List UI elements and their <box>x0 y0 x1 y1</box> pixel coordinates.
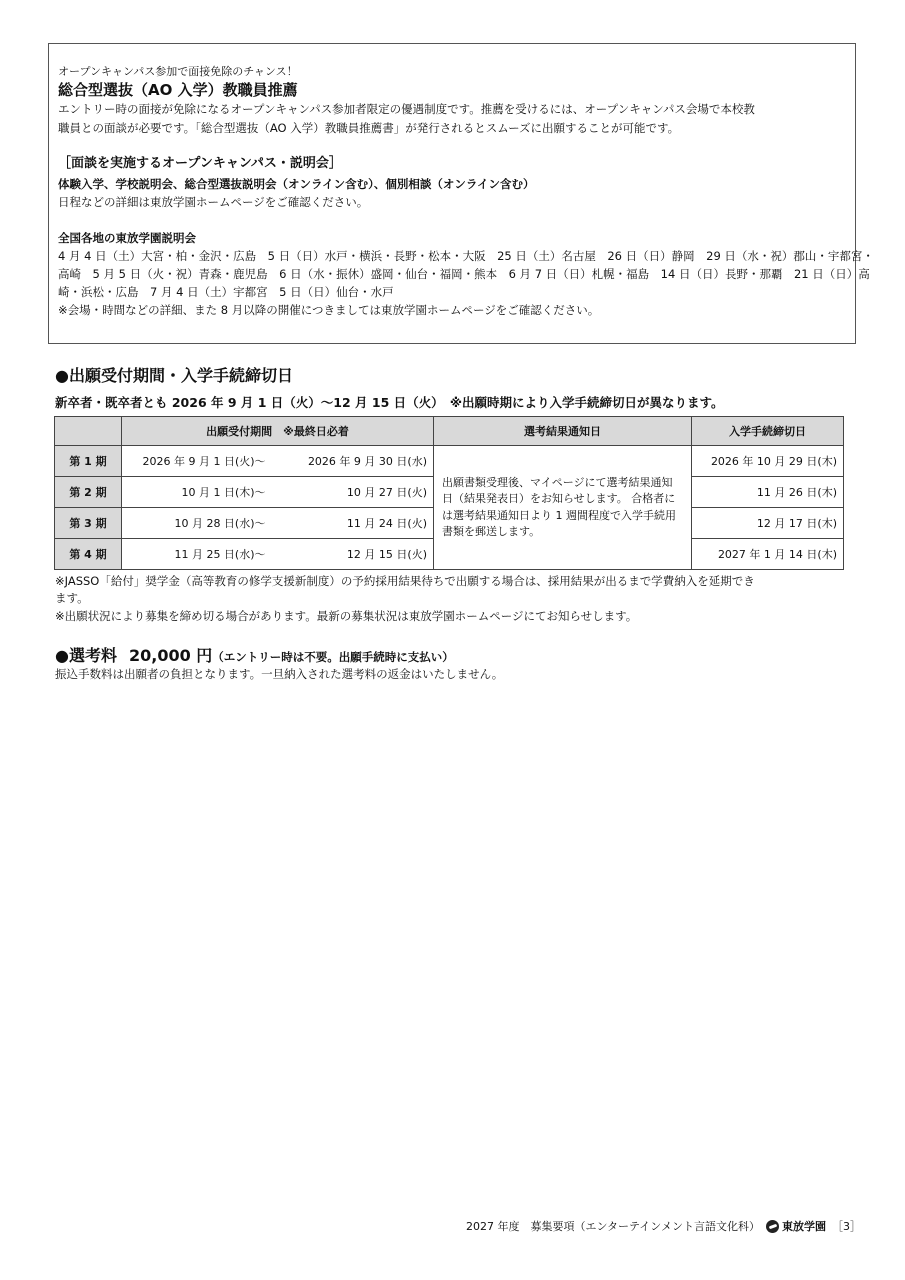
schedule-table <box>54 416 844 570</box>
deadline: 2026 年 10 月 29 日(木) <box>692 446 844 477</box>
application-subheading: 新卒者・既卒者とも 2026 年 9 月 1 日（火）～12 月 15 日（火） ※出願時期により入学手続締切日が異なります。 <box>55 395 724 410</box>
deadline: 11 月 26 日(木) <box>692 477 844 508</box>
table-row <box>55 446 844 477</box>
application-range <box>122 539 434 570</box>
page-number: ［3］ <box>831 1220 861 1233</box>
deadline: 2027 年 1 月 14 日(木) <box>692 539 844 570</box>
period-label: 第 3 期 <box>55 508 122 539</box>
events-note: 日程などの詳細は東放学園ホームページをご確認ください。 <box>58 195 369 209</box>
column-header: 選考結果通知日 <box>434 417 692 446</box>
box-title: 総合型選抜（AO 入学）教職員推薦 <box>58 81 298 99</box>
fee-heading-row <box>55 646 454 665</box>
logo-text: 東放学園 <box>781 1220 826 1233</box>
closing-note: ※出願状況により募集を締め切る場合があります。最新の募集状況は東放学園ホームページにてお知らせします。 <box>55 609 638 623</box>
column-header <box>55 417 122 446</box>
range-end: 2026 年 9 月 30 日(水) <box>307 455 427 468</box>
fee-note: 振込手数料は出願者の負担となります。一旦納入された選考料の返金はいたしません。 <box>55 667 504 681</box>
events-list: 体験入学、学校説明会、総合型選抜説明会（オンライン含む）、個別相談（オンライン含む） <box>58 177 535 191</box>
range-start: 10 月 1 日(木)～ <box>181 486 266 499</box>
section-title: ［面談を実施するオープンキャンパス・説明会］ <box>58 156 342 171</box>
intro-text: オープンキャンパス参加で面接免除のチャンス！ <box>58 65 298 78</box>
range-start: 10 月 28 日(水)～ <box>174 517 266 530</box>
page-footer <box>466 1218 861 1234</box>
nationwide-line-3: 崎・浜松・広島 7 月 4 日（土）宇都宮 5 日（日）仙台・水戸 <box>58 285 394 299</box>
column-header: 入学手続締切日 <box>692 417 844 446</box>
fee-amount: 20,000 円 <box>128 646 213 665</box>
application-range <box>122 477 434 508</box>
period-label: 第 1 期 <box>55 446 122 477</box>
nationwide-line-1: 4 月 4 日（土）大宮・柏・金沢・広島 5 日（日）水戸・横浜・長野・松本・大阪 25 日（土）名古屋 26 日（日）静岡 29 日（水・祝）郡山・宇都宮・ <box>58 249 874 263</box>
application-heading: ●出願受付期間・入学手続締切日 <box>55 366 293 385</box>
box-description-line-2: 職員との面談が必要です。「総合型選抜（AO 入学）教職員推薦書」が発行されるとスムーズに出願することが可能です。 <box>58 121 680 135</box>
range-end: 10 月 27 日(火) <box>346 486 427 499</box>
column-header: 出願受付期間 ※最終日必着 <box>122 417 434 446</box>
nationwide-title: 全国各地の東放学園説明会 <box>58 231 196 245</box>
range-end: 11 月 24 日(火) <box>346 517 427 530</box>
nationwide-note: ※会場・時間などの詳細、また 8 月以降の開催につきましては東放学園ホームページをご確認ください。 <box>58 303 600 317</box>
period-label: 第 2 期 <box>55 477 122 508</box>
fee-paren: （エントリー時は不要。出願手続時に支払い） <box>212 650 454 664</box>
logo-mark-icon <box>766 1220 779 1233</box>
period-label: 第 4 期 <box>55 539 122 570</box>
range-end: 12 月 15 日(火) <box>346 548 427 561</box>
jasso-note-line-2: ます。 <box>55 591 89 605</box>
range-start: 11 月 25 日(水)～ <box>174 548 266 561</box>
range-start: 2026 年 9 月 1 日(火)～ <box>142 455 266 468</box>
table-header-row <box>55 417 844 446</box>
box-description-line-1: エントリー時の面接が免除になるオープンキャンパス参加者限定の優遇制度です。推薦を受けるには、オープンキャンパス会場で本校教 <box>58 102 755 116</box>
footer-text: 2027 年度 募集要項（エンターテインメント言語文化科） <box>466 1220 760 1233</box>
application-range <box>122 446 434 477</box>
school-logo <box>766 1218 826 1234</box>
jasso-note-line-1: ※JASSO「給付」奨学金（高等教育の修学支援新制度）の予約採用結果待ちで出願する場合は、採用結果が出るまで学費納入を延期でき <box>55 574 755 588</box>
deadline: 12 月 17 日(木) <box>692 508 844 539</box>
fee-heading: ●選考料 <box>55 646 117 665</box>
notification-text: 出願書類受理後、マイページにて選考結果通知日（結果発表日）をお知らせします。 合格者には選考結果通知日より 1 週間程度で入学手続用書類を郵送します。 <box>434 446 692 570</box>
nationwide-line-2: 高崎 5 月 5 日（火・祝）青森・鹿児島 6 日（水・振休）盛岡・仙台・福岡・熊本 6 月 7 日（日）札幌・福島 14 日（日）長野・那覇 21 日（日）高 <box>58 267 870 281</box>
application-range <box>122 508 434 539</box>
